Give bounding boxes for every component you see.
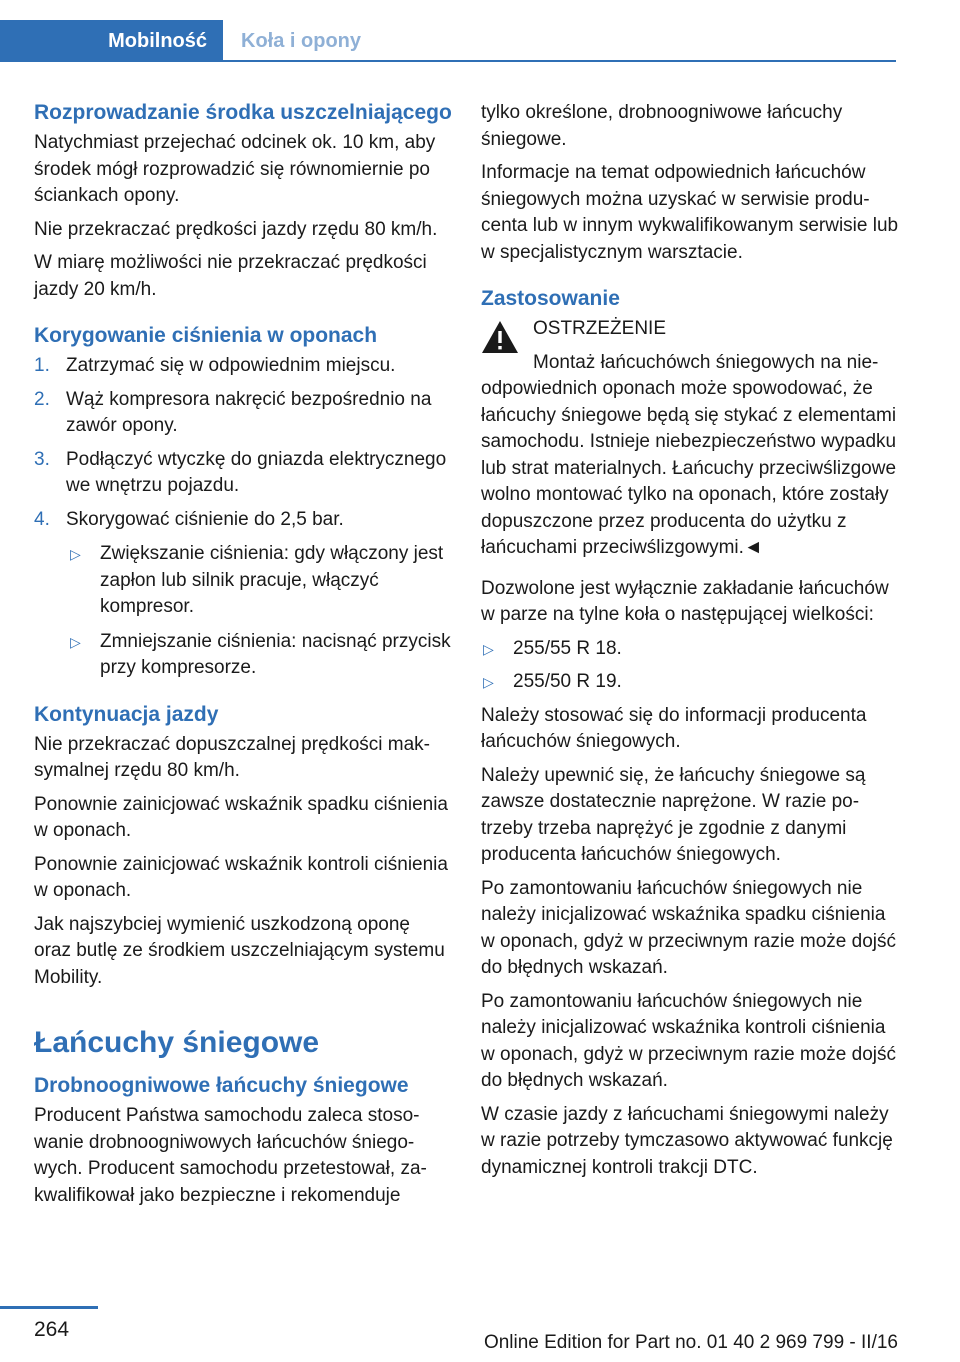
tire-size: 255/55 R 18. <box>513 637 622 659</box>
paragraph: W miarę możliwości nie przekraczać prędkości jazdy 20 km/h. <box>34 252 427 300</box>
footer-rule <box>0 1306 98 1309</box>
triangle-bullet-icon: ▷ <box>70 546 81 562</box>
substep-item <box>68 629 452 682</box>
chapter-title: Łańcuchy śniegowe <box>34 1026 320 1059</box>
paragraph: Po zamontowaniu łańcuchów śniegowych nie należy inicjalizować wskaźnika spadku ciśnienia w oponach, gdyż w przeciwnym razie może dojść do błędnych wskazań. <box>481 877 897 978</box>
section-title-kontynuacja: Kontynuacja jazdy <box>34 702 219 726</box>
left-column <box>34 100 452 1216</box>
step-text: Wąż kompresora nakręcić bezpośrednio na zawór opony. <box>66 388 432 436</box>
paragraph: Ponownie zainicjować wskaźnik spadku ciśnienia w oponach. <box>34 793 448 841</box>
right-column <box>481 100 899 1188</box>
paragraph: Producent Państwa samochodu zaleca stosowanie drobnoogniwowych łańcuchów śniegowych. Producent samochodu przetestował, zakwalifikował jako bezpieczne i rekomenduje <box>34 1105 427 1206</box>
step-number: 2. <box>34 388 50 410</box>
step-item <box>34 353 452 380</box>
paragraph: tylko określone, drobnoogniwowe łańcuchy śniegowe. <box>481 102 843 150</box>
substep-text: Zwiększanie ciśnienia: gdy włączony jest zapłon lub silnik pracuje, włączyć kompresor. <box>100 543 444 617</box>
paragraph: Natychmiast przejechać odcinek ok. 10 km, aby środek mógł rozprowadzić się równomiernie po ściankach opony. <box>34 132 436 206</box>
section-title-drobnoogniwowe: Drobnoogniwowe łańcuchy śniegowe <box>34 1074 409 1097</box>
step-number: 4. <box>34 508 50 530</box>
paragraph: Nie przekraczać prędkości jazdy rzędu 80 km/h. <box>34 218 438 240</box>
step-text: Podłączyć wtyczkę do gniazda elektrycznego we wnętrzu pojazdu. <box>66 448 447 496</box>
substep-item <box>68 541 452 621</box>
triangle-bullet-icon: ▷ <box>483 640 494 657</box>
section-title-korygowanie: Korygowanie ciśnienia w oponach <box>34 324 378 347</box>
header-rule <box>223 60 896 62</box>
substep-text: Zmniejszanie ciśnienia: nacisnąć przycisk przy kompresorze. <box>100 630 451 678</box>
section-title-zastosowanie: Zastosowanie <box>481 287 620 310</box>
paragraph: Informacje na temat odpowiednich łańcuchów śniegowych można uzyskać w serwisie producenta lub w innym wykwalifikowanym serwisie lub w specjalistycznym warsztacie. <box>481 162 899 263</box>
warning-text: Montaż łańcuchówch śniegowych na nieodpowiednich oponach może spowodować, że łańcuchy śniegowe będą się stykać z elementami samochodu. Istnieje niebezpieczeństwo wypadku lub strat materialnych. Łańcuchy przeciwślizgowe wolno montować tylko na oponach, które zostały dopuszczone przez producenta do użytku z łańcuchami przeciwślizgowymi.◄ <box>481 351 897 558</box>
step-number: 1. <box>34 355 50 376</box>
tire-size: 255/50 R 19. <box>513 671 622 692</box>
substeps-list <box>68 541 452 682</box>
paragraph: Nie przekraczać dopuszczalnej prędkości maksymalnej rzędu 80 km/h. <box>34 733 430 781</box>
warning-block <box>481 316 899 343</box>
step-item <box>34 447 452 500</box>
paragraph: Po zamontowaniu łańcuchów śniegowych nie należy inicjalizować wskaźnika kontroli ciśnienia w oponach, gdyż w przeciwnym razie może dojść do błędnych wskazań. <box>481 990 897 1091</box>
header-tabs <box>0 20 896 62</box>
steps-list <box>34 353 452 682</box>
step-text: Skorygować ciśnienie do 2,5 bar. <box>66 508 344 530</box>
list-item <box>481 636 899 663</box>
paragraph: Jak najszybciej wymienić uszkodzoną oponę oraz butlę ze środkiem uszczelniającym systemu Mobility. <box>34 913 445 988</box>
list-item <box>481 669 899 696</box>
triangle-bullet-icon: ▷ <box>70 633 81 650</box>
warning-label: OSTRZEŻENIE <box>533 318 667 339</box>
step-number: 3. <box>34 448 50 470</box>
triangle-bullet-icon: ▷ <box>483 674 494 690</box>
step-item <box>34 387 452 440</box>
paragraph: Dozwolone jest wyłącznie zakładanie łańcuchów w parze na tylne koła o następującej wielkości: <box>481 577 889 625</box>
paragraph: Należy upewnić się, że łańcuchy śniegowe są zawsze dostatecznie naprężone. W razie potrzeby trzeba naprężyć je zgodnie z danymi producenta łańcuchów śniegowych. <box>481 764 866 865</box>
tire-size-list <box>481 636 899 696</box>
step-item <box>34 507 452 682</box>
section-title-rozprowadzanie: Rozprowadzanie środka uszczelniającego <box>34 101 452 124</box>
edition-label: Online Edition for Part no. 01 40 2 969 799 - II/16 <box>483 1332 898 1353</box>
paragraph: Należy stosować się do informacji producenta łańcuchów śniegowych. <box>481 704 867 752</box>
page-number: 264 <box>34 1318 70 1341</box>
step-text: Zatrzymać się w odpowiednim miejscu. <box>66 355 396 376</box>
paragraph: Ponownie zainicjować wskaźnik kontroli ciśnienia w oponach. <box>34 853 448 901</box>
warning-triangle-icon <box>481 320 519 354</box>
tab-kola-i-opony[interactable]: Koła i opony <box>223 20 896 62</box>
paragraph: W czasie jazdy z łańcuchami śniegowymi należy w razie potrzeby tymczasowo aktywować funkcję dynamicznej kontroli trakcji DTC. <box>481 1103 893 1178</box>
tab-mobilnosc[interactable]: Mobilność <box>0 20 223 62</box>
